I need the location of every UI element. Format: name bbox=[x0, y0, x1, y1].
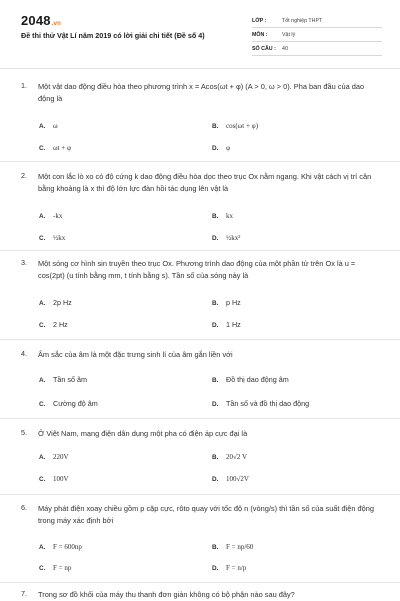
option-label: A. bbox=[39, 300, 46, 307]
option-label: D. bbox=[212, 145, 219, 152]
option-c[interactable] bbox=[39, 143, 71, 152]
option-d[interactable] bbox=[212, 474, 249, 483]
option-label: C. bbox=[39, 565, 46, 572]
option-value: F = 600np bbox=[53, 543, 82, 551]
option-label: B. bbox=[212, 377, 219, 384]
question-number: 7. bbox=[21, 589, 27, 598]
option-value: kx bbox=[226, 212, 233, 220]
meta-key: MÔN : bbox=[252, 31, 268, 38]
option-d[interactable] bbox=[212, 143, 230, 152]
option-value: cos(ωt + φ) bbox=[226, 122, 259, 130]
option-a[interactable] bbox=[39, 452, 69, 461]
question-text: Trong sơ đồ khối của máy thu thanh đơn giản không có bộ phận nào sau đây? bbox=[38, 590, 295, 599]
option-b[interactable] bbox=[212, 542, 253, 551]
option-value: ½kx² bbox=[226, 234, 241, 242]
option-label: D. bbox=[212, 476, 219, 483]
question-divider bbox=[0, 250, 400, 251]
option-label: D. bbox=[212, 565, 219, 572]
meta-value: 40 bbox=[282, 45, 288, 52]
option-label: B. bbox=[212, 454, 219, 461]
option-d[interactable] bbox=[212, 320, 241, 329]
option-label: A. bbox=[39, 377, 46, 384]
option-value: p Hz bbox=[226, 298, 241, 307]
option-label: A. bbox=[39, 123, 46, 130]
option-label: A. bbox=[39, 454, 46, 461]
option-a[interactable] bbox=[39, 211, 62, 220]
option-label: B. bbox=[212, 300, 219, 307]
option-value: F = np bbox=[53, 564, 72, 572]
meta-row-count bbox=[252, 42, 382, 56]
option-label: B. bbox=[212, 544, 219, 551]
option-label: B. bbox=[212, 123, 219, 130]
option-value: Đồ thị dao động âm bbox=[226, 375, 289, 384]
question-number: 6. bbox=[21, 503, 27, 512]
option-c[interactable] bbox=[39, 320, 68, 329]
option-a[interactable] bbox=[39, 375, 87, 384]
page-header bbox=[0, 0, 400, 68]
option-value: 1 Hz bbox=[226, 320, 241, 329]
meta-value: Tốt nghiệp THPT bbox=[282, 17, 323, 24]
option-d[interactable] bbox=[212, 563, 246, 572]
question-text: Một vật dao động điều hòa theo phương trình x = Acos(ωt + φ) (A > 0, ω > 0). Pha ban đầu của dao động là bbox=[38, 82, 365, 103]
option-c[interactable] bbox=[39, 563, 71, 572]
option-label: C. bbox=[39, 235, 46, 242]
option-value: φ bbox=[226, 144, 231, 152]
question-text: Một con lắc lò xo có độ cứng k dao động điều hòa dọc theo trục Ox nằm ngang. Khi vật cách vị trí cân bằng khoảng là x thì độ lớn lực đàn hồi tác dụng lên vật là bbox=[38, 172, 372, 193]
option-a[interactable] bbox=[39, 121, 58, 130]
option-c[interactable] bbox=[39, 233, 65, 242]
option-value: ½kx bbox=[53, 234, 66, 242]
option-value: ωt + φ bbox=[53, 144, 72, 152]
option-d[interactable] bbox=[212, 399, 309, 408]
question-divider bbox=[0, 161, 400, 162]
question-divider bbox=[0, 582, 400, 583]
option-a[interactable] bbox=[39, 542, 82, 551]
option-c[interactable] bbox=[39, 474, 69, 483]
option-value: Cường độ âm bbox=[53, 399, 98, 408]
meta-row-subject bbox=[252, 28, 382, 42]
meta-value: Vật lý bbox=[282, 31, 296, 38]
option-value: F = np/60 bbox=[226, 543, 254, 551]
option-value: 2 Hz bbox=[53, 320, 68, 329]
option-a[interactable] bbox=[39, 298, 72, 307]
question-divider bbox=[0, 339, 400, 340]
logo-suffix: .vn bbox=[51, 21, 62, 27]
question-number: 4. bbox=[21, 349, 27, 358]
option-value: 100V bbox=[53, 475, 69, 483]
option-value: F = n/p bbox=[226, 564, 247, 572]
option-label: A. bbox=[39, 544, 46, 551]
option-value: ω bbox=[53, 122, 58, 130]
option-label: C. bbox=[39, 401, 46, 408]
header-divider bbox=[0, 68, 400, 69]
option-value: 20√2 V bbox=[226, 453, 248, 461]
option-label: D. bbox=[212, 401, 219, 408]
option-value: Tần số âm bbox=[53, 375, 87, 384]
option-b[interactable] bbox=[212, 121, 258, 130]
option-b[interactable] bbox=[212, 298, 241, 307]
option-label: D. bbox=[212, 235, 219, 242]
logo-text: 2048 bbox=[21, 13, 51, 28]
option-value: Tần số và đồ thị dao động bbox=[226, 399, 310, 408]
option-label: C. bbox=[39, 145, 46, 152]
option-d[interactable] bbox=[212, 233, 240, 242]
question-number: 3. bbox=[21, 258, 27, 267]
option-label: B. bbox=[212, 213, 219, 220]
option-b[interactable] bbox=[212, 211, 233, 220]
option-b[interactable] bbox=[212, 452, 247, 461]
option-b[interactable] bbox=[212, 375, 289, 384]
option-label: D. bbox=[212, 322, 219, 329]
site-logo[interactable] bbox=[21, 13, 61, 28]
option-c[interactable] bbox=[39, 399, 98, 408]
exam-title: Đề thi thử Vật Lí năm 2019 có lời giải chi tiết (Đề số 4) bbox=[21, 31, 205, 40]
exam-meta bbox=[252, 14, 382, 56]
option-value: -kx bbox=[53, 212, 63, 220]
question-number: 5. bbox=[21, 428, 27, 437]
question-divider bbox=[0, 494, 400, 495]
option-label: C. bbox=[39, 476, 46, 483]
option-value: 220V bbox=[53, 453, 69, 461]
option-label: A. bbox=[39, 213, 46, 220]
option-value: 100√2V bbox=[226, 475, 249, 483]
question-number: 2. bbox=[21, 171, 27, 180]
meta-key: LỚP : bbox=[252, 17, 267, 24]
question-number: 1. bbox=[21, 81, 27, 90]
option-label: C. bbox=[39, 322, 46, 329]
question-text: Ở Việt Nam, mạng điện dân dụng một pha có điện áp cực đại là bbox=[38, 429, 248, 438]
question-text: Âm sắc của âm là một đặc trưng sinh lí của âm gắn liền với bbox=[38, 350, 233, 359]
option-value: 2p Hz bbox=[53, 298, 72, 307]
question-divider bbox=[0, 418, 400, 419]
question-text: Máy phát điện xoay chiều gồm p cặp cực, rôto quay với tốc độ n (vòng/s) thì tần số của suất điện động trong máy xác định bởi bbox=[38, 504, 374, 525]
meta-row-class bbox=[252, 14, 382, 28]
meta-key: SỐ CÂU : bbox=[252, 45, 276, 52]
question-text: Một sóng cơ hình sin truyền theo trục Ox. Phương trình dao động của một phần tử trên Ox là u = cos(2pt) (u tính bằng mm, t tính bằng s). Tần số của sóng này là bbox=[38, 259, 356, 280]
